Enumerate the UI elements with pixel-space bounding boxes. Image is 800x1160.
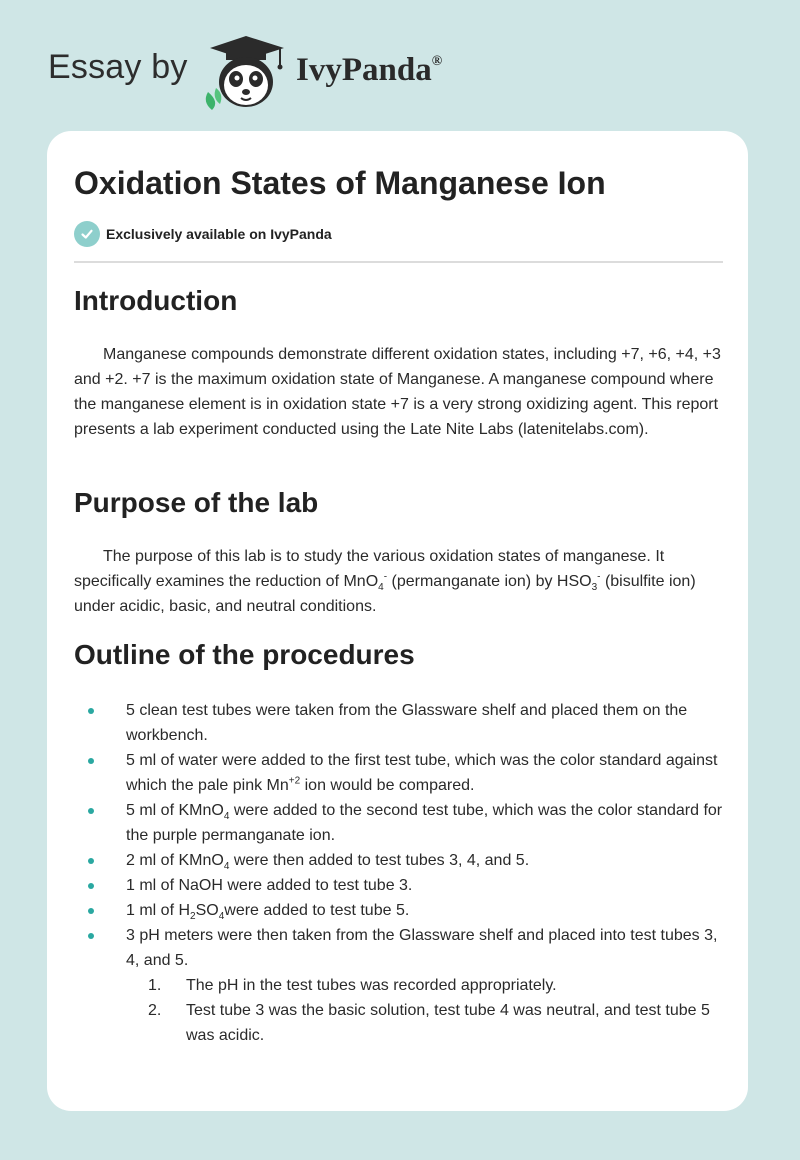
- list-item: 5 ml of water were added to the first test tube, which was the color standard against which the pale pink $Mn^{+2}$ ion would be compared.: [74, 748, 723, 798]
- registered-mark: ®: [431, 54, 443, 69]
- check-icon: [74, 221, 100, 247]
- panda-logo-icon[interactable]: [200, 32, 290, 112]
- exclusive-badge: [74, 221, 332, 247]
- list-item: 5 clean test tubes were taken from the Glassware shelf and placed them on the workbench.: [74, 698, 723, 748]
- title-divider: [74, 261, 723, 263]
- bullet-icon: [88, 858, 94, 864]
- essay-by-label: Essay by: [48, 48, 188, 86]
- page-title: Oxidation States of Manganese Ion: [74, 165, 606, 201]
- heading-outline: Outline of the procedures: [74, 639, 415, 670]
- heading-introduction: Introduction: [74, 285, 238, 316]
- bullet-icon: [88, 883, 94, 889]
- bullet-icon: [88, 758, 94, 764]
- site-header: [48, 30, 748, 110]
- essay-card: [47, 131, 748, 1111]
- badge-label: Exclusively available on IvyPanda: [106, 226, 332, 242]
- list-item: 2 ml of KMnO$_4$ were then added to test tubes 3, 4, and 5.: [74, 848, 723, 873]
- list-item: 1 ml of $H_2SO_4were$ added to test tube 5.: [74, 898, 723, 923]
- sub-list-item: 2. Test tube 3 was the basic solution, test tube 4 was neutral, and test tube 5 was acidic.: [148, 1002, 710, 1044]
- list-item: 1 ml of NaOH were added to test tube 3.: [74, 873, 723, 898]
- bullet-icon: [88, 708, 94, 714]
- brand-name[interactable]: IvyPanda®: [296, 52, 443, 88]
- list-item: 3 pH meters were then taken from the Glassware shelf and placed into test tubes 3, 4, and 5. 1. The pH in the test tubes was recorded appropriately. 2. Test tube 3 was the basic solution, test tube 4 was neutral, and test tube 5 was acidic.: [74, 923, 723, 1048]
- intro-paragraph: Manganese compounds demonstrate different oxidation states, including +7, +6, +4, +3 and +2. +7 is the maximum oxidation state of Manganese. A manganese compound where the manganese element is in oxidation state +7 is a very strong oxidizing agent. This report presents a lab experiment conducted using the Late Nite Labs (latenitelabs.com).: [74, 346, 721, 438]
- bullet-icon: [88, 808, 94, 814]
- bullet-icon: [88, 933, 94, 939]
- sub-list-item: 1. The pH in the test tubes was recorded appropriately.: [148, 977, 557, 994]
- list-item: 5 ml of KMnO$_4$ were added to the second test tube, which was the color standard for the purple permanganate ion.: [74, 798, 723, 848]
- procedure-list: [74, 698, 723, 1048]
- bullet-icon: [88, 908, 94, 914]
- heading-purpose: Purpose of the lab: [74, 487, 319, 518]
- purpose-paragraph: The purpose of this lab is to study the various oxidation states of manganese. It specifically examines the reduction of MnO$_4$- (permanganate ion) by $HSO_3^-$ (bisulfite ion) under acidic, basic, and neutral conditions.: [74, 548, 696, 615]
- sub-procedure-list: [126, 973, 723, 1048]
